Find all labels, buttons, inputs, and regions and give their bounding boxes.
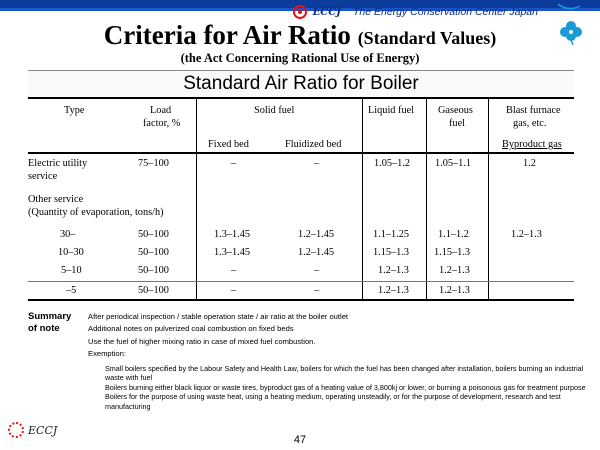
row-under-5-liquid: 1.2–1.3: [378, 285, 409, 296]
exemption-item: Small boilers specified by the Labour Safety and Health Law, boilers for which the fuel has been changed after installation, boilers burning an industrial waste with fuel: [105, 364, 584, 383]
row-10-30-fixed: 1.3–1.45: [214, 247, 251, 258]
header-load-2: factor, %: [143, 118, 181, 129]
header-bottom-rule: [28, 152, 574, 154]
header-load-1: Load: [150, 105, 172, 116]
table-bottom-rule: [28, 299, 574, 301]
row-5-10-fluidized: –: [314, 265, 320, 276]
row-5-10-type: 5–10: [61, 265, 82, 276]
exemption-item: Boilers burning either black liquor or waste tires, byproduct gas of a heating value of 3,800kj or lower, or burning a poisonous gas for treatment purpose: [105, 382, 586, 392]
header-gaseous-1: Gaseous: [438, 105, 473, 116]
exemption-list: [105, 364, 590, 411]
page-number: 47: [293, 434, 307, 446]
row-under-5-load: 50–100: [138, 285, 169, 296]
row-divider: [28, 281, 574, 282]
note-item: Use the fuel of higher mixing ratio in case of mixed fuel combustion.: [88, 336, 316, 346]
electric-gaseous: 1.05–1.1: [435, 158, 472, 169]
row-30-blast: 1.2–1.3: [511, 229, 542, 240]
column-divider: [362, 99, 363, 301]
summary-notes: [88, 311, 588, 361]
page-subtitle: (the Act Concerning Rational Use of Energy): [180, 51, 420, 65]
electric-fluidized: –: [314, 158, 320, 169]
row-5-10-fixed: –: [231, 265, 237, 276]
title-main: Criteria for Air Ratio: [103, 20, 351, 50]
electric-type-2: service: [28, 171, 58, 182]
row-10-30-load: 50–100: [138, 247, 169, 258]
electric-type-1: Electric utility: [28, 158, 88, 169]
header-fixed-bed: Fixed bed: [208, 139, 249, 150]
header-blast-2: gas, etc.: [513, 118, 547, 129]
header-liquid-fuel: Liquid fuel: [368, 105, 415, 116]
row-5-10-gaseous: 1.2–1.3: [439, 265, 470, 276]
row-10-30-fluidized: 1.2–1.45: [298, 247, 335, 258]
row-30-liquid: 1.1–1.25: [373, 229, 410, 240]
page-title: [0, 20, 600, 53]
row-30-fluidized: 1.2–1.45: [298, 229, 335, 240]
column-divider: [426, 99, 427, 301]
air-ratio-table: [28, 99, 574, 301]
title-suffix: (Standard Values): [357, 28, 497, 48]
row-30-fixed: 1.3–1.45: [214, 229, 251, 240]
note-item: Exemption:: [88, 349, 126, 359]
electric-load: 75–100: [138, 158, 169, 169]
row-30-load: 50–100: [138, 229, 169, 240]
column-divider: [488, 99, 489, 301]
footer-logo-text: ECCJ: [28, 423, 58, 437]
row-5-10-liquid: 1.2–1.3: [378, 265, 409, 276]
header-center-name: The Energy Conservation Center Japan: [352, 6, 538, 18]
other-service-sublabel: (Quantity of evaporation, tons/h): [28, 207, 164, 218]
electric-fixed: –: [231, 158, 237, 169]
other-service-label: Other service: [28, 194, 84, 205]
header-type: Type: [64, 105, 85, 116]
row-5-10-load: 50–100: [138, 265, 169, 276]
eccj-logo-icon: [293, 5, 307, 19]
row-under-5-fixed: –: [231, 285, 237, 296]
summary-label-line-2: of note: [28, 323, 60, 334]
row-10-30-gaseous: 1.15–1.3: [434, 247, 471, 258]
row-10-30-liquid: 1.15–1.3: [373, 247, 410, 258]
note-item: Additional notes on pulverized coal combustion on fixed beds: [88, 324, 294, 334]
header-brand: [293, 5, 538, 19]
row-under-5-type: –5: [66, 285, 77, 296]
header-gaseous-2: fuel: [449, 118, 466, 129]
summary-label: [28, 311, 71, 335]
electric-blast: 1.2: [523, 158, 536, 169]
row-30-gaseous: 1.1–1.2: [438, 229, 469, 240]
summary-label-line-1: Summary: [28, 311, 72, 322]
header-solid-fuel: Solid fuel: [254, 105, 295, 116]
section-title: Standard Air Ratio for Boiler: [28, 70, 574, 99]
note-item: After periodical inspection / stable operation state / air ratio at the boiler outlet: [88, 312, 349, 321]
row-under-5-gaseous: 1.2–1.3: [439, 285, 470, 296]
row-30-type: 30–: [60, 229, 76, 240]
row-under-5-fluidized: –: [314, 285, 320, 296]
electric-liquid: 1.05–1.2: [374, 158, 411, 169]
row-10-30-type: 10–30: [58, 247, 84, 258]
header-fluidized-bed: Fluidized bed: [285, 139, 342, 150]
header-byproduct: Byproduct gas: [502, 139, 562, 150]
exemption-item: Boilers for the purpose of using waste heat, using a heating medium, operating unsteadily, or for the purpose of development, research and test manufacturing: [105, 392, 561, 411]
header-logo-text: ECCJ: [312, 6, 341, 18]
column-divider: [196, 99, 197, 301]
header-blast-1: Blast furnace: [506, 105, 561, 116]
